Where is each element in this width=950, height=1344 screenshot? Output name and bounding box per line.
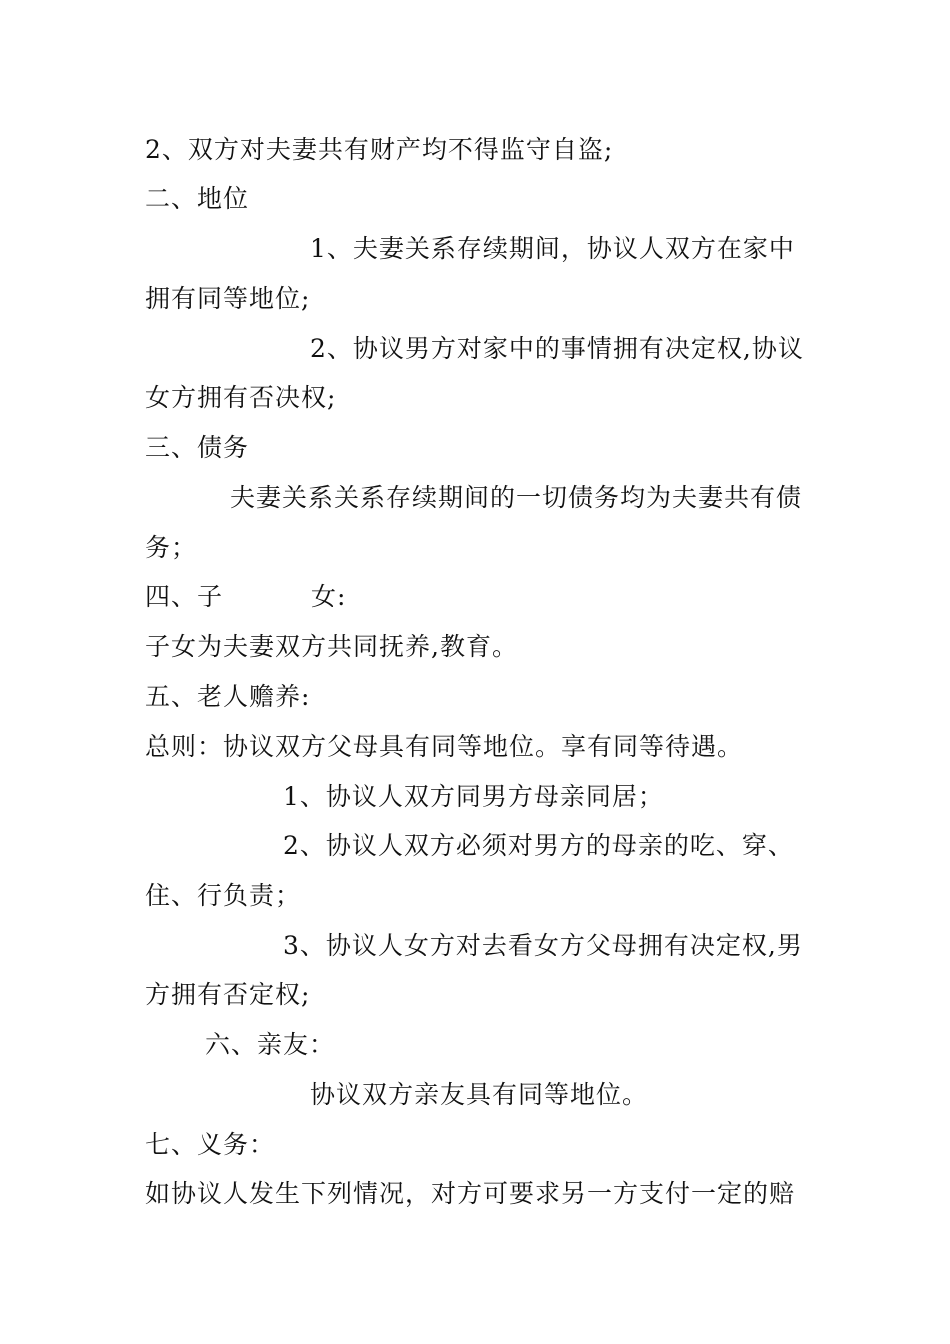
text-line: 1、夫妻关系存续期间，协议人双方在家中: [310, 234, 795, 263]
section-heading: 七、义务：: [145, 1130, 276, 1159]
text-line: 1、协议人双方同男方母亲同居；: [283, 782, 664, 811]
text-line: 务；: [145, 533, 198, 562]
heading-part-1: 四、子: [145, 582, 224, 611]
section-heading: 六、亲友：: [205, 1030, 336, 1059]
text-line: 2、双方对夫妻共有财产均不得监守自盗;: [145, 135, 614, 164]
text-line: 拥有同等地位;: [145, 284, 311, 313]
text-line: 2、协议人双方必须对男方的母亲的吃、穿、: [283, 831, 794, 860]
text-line: 3、协议人女方对去看女方父母拥有决定权,男: [283, 931, 803, 960]
section-heading: 二、地位: [145, 184, 250, 213]
section-heading: 五、老人赡养:: [145, 682, 311, 711]
text-line: 方拥有否定权;: [145, 980, 311, 1009]
section-heading: [145, 580, 810, 614]
heading-part-2: 女:: [311, 582, 347, 611]
text-line: 总则：协议双方父母具有同等地位。享有同等待遇。: [145, 732, 744, 761]
text-line: 子女为夫妻双方共同抚养,教育。: [145, 632, 518, 661]
text-line: 协议双方亲友具有同等地位。: [310, 1080, 649, 1109]
text-line: 夫妻关系关系存续期间的一切债务均为夫妻共有债: [230, 483, 803, 512]
text-line: 女方拥有否决权;: [145, 383, 337, 412]
text-line: 2、协议男方对家中的事情拥有决定权,协议: [310, 334, 804, 363]
section-heading: 三、债务: [145, 433, 250, 462]
text-line: 住、行负责；: [145, 881, 302, 910]
text-line: 如协议人发生下列情况，对方可要求另一方支付一定的赔: [145, 1179, 796, 1208]
